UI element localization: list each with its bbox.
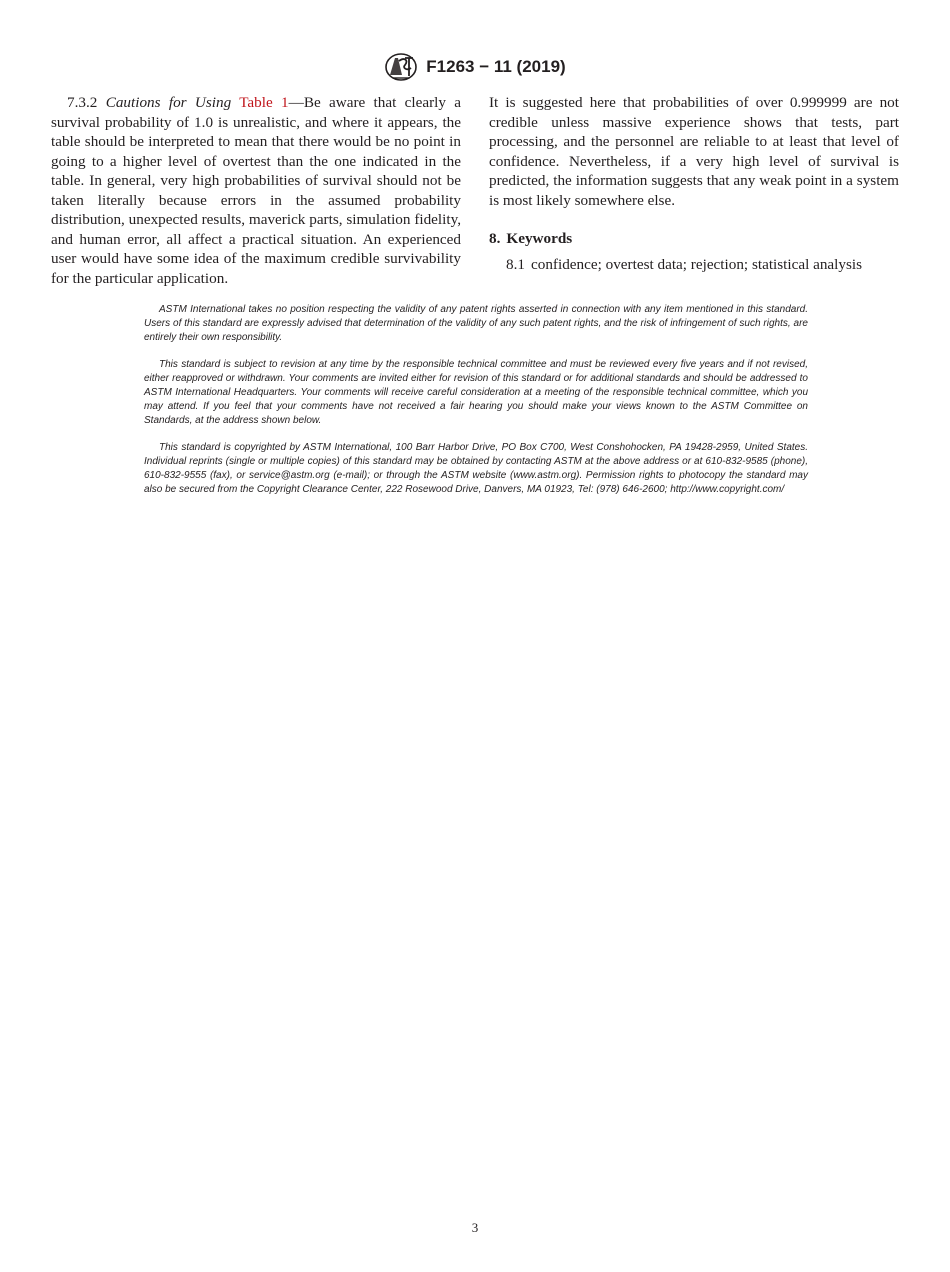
section-number: 7.3.2 <box>67 94 98 111</box>
page-number: 3 <box>471 1220 479 1235</box>
keywords-paragraph <box>489 255 899 275</box>
left-column <box>51 93 461 288</box>
keywords-number: 8.1 <box>506 255 525 273</box>
section-number: 8. <box>489 230 501 247</box>
continuation-paragraph: It is suggested here that probabilities of over 0.999999 are not credible unless massive experience shows that tests, part processing, and the personnel are reliable to at least that level of confidence. Nevertheless, if a very high level of survival is predicted, the information suggests that any weak point in a system is most likely somewhere else. <box>489 94 899 209</box>
legal-notices <box>144 303 808 510</box>
standard-designation: F1263 − 11 (2019) <box>426 57 566 76</box>
paragraph-body: —Be aware that clearly a survival probability of 1.0 is unrealistic, and where it appears, the table should be interpreted to mean that there would be no point in going to a higher level of overtest than the one indicated in the table. In general, very high probabilities of survival should not be taken literally because errors in the assumed probability distribution, unexpected results, maverick parts, simulation fidelity, and human error, all affect a practical situation. An experienced user would have some idea of the maximum credible survivability for the particular application. <box>51 94 462 287</box>
revision-notice: This standard is subject to revision at any time by the responsible technical committee and must be reviewed every five years and if not revised, either reapproved or withdrawn. Your comments are invited either for revision of this standard or for additional standards and should be addressed to ASTM International Headquarters. Your comments will receive careful consideration at a meeting of the responsible technical committee, which you may attend. If you feel that your comments have not received a fair hearing you should make your views known to the ASTM Committee on Standards, at the address shown below. <box>144 359 808 426</box>
patent-notice: ASTM International takes no position respecting the validity of any patent rights asserted in connection with any item mentioned in this standard. Users of this standard are expressly advised that determination of the validity of any such patent rights, and the risk of infringement of such rights, are entirely their own responsibility. <box>144 304 808 343</box>
copyright-notice: This standard is copyrighted by ASTM International, 100 Barr Harbor Drive, PO Box C700, West Conshohocken, PA 19428-2959, United States. Individual reprints (single or multiple copies) of this standard may be obtained by contacting ASTM at the above address or at 610-832-9585 (phone), 610-832-9555 (fax), or service@astm.org (e-mail); or through the ASTM website (www.astm.org). Permission rights to photocopy the standard may also be secured from the Copyright Clearance Center, 222 Rosewood Drive, Danvers, MA 01923, Tel: (978) 646-2600; http://www.copyright.com/ <box>144 442 808 495</box>
paragraph-heading: Cautions for Using <box>105 94 232 111</box>
keywords-text: confidence; overtest data; rejection; statistical analysis <box>530 255 863 273</box>
paragraph-7-3-2 <box>51 93 461 288</box>
section-title: Keywords <box>506 230 573 247</box>
table-1-link[interactable]: Table 1 <box>239 94 289 111</box>
section-heading <box>489 229 899 249</box>
page-header <box>0 52 950 87</box>
astm-logo-icon <box>384 52 418 82</box>
right-column <box>489 93 899 274</box>
